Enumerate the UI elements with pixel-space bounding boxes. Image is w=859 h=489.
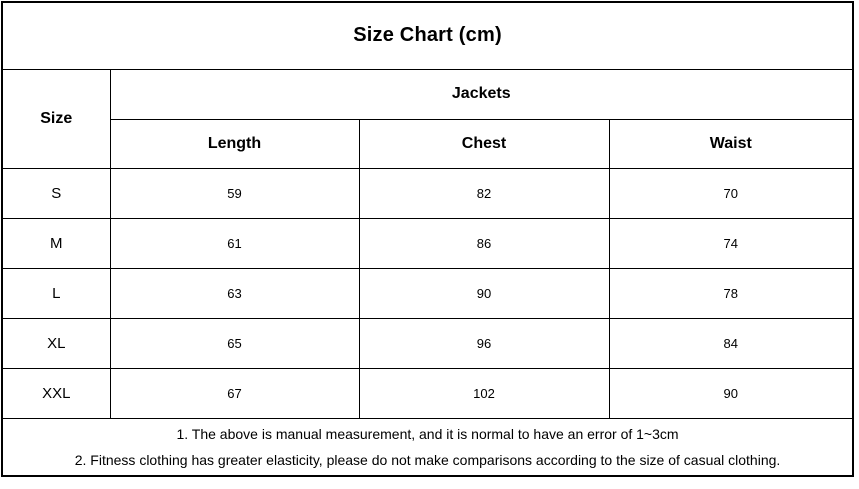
group-header-row	[2, 69, 853, 119]
notes-row	[2, 418, 853, 476]
table-row-l	[2, 268, 853, 318]
length-value: 65	[110, 318, 359, 368]
page-title: Size Chart (cm)	[2, 2, 853, 69]
column-header-size: Size	[2, 69, 110, 168]
column-header-waist: Waist	[609, 119, 853, 168]
size-label: XXL	[2, 368, 110, 418]
waist-value: 74	[609, 218, 853, 268]
table-row-s	[2, 168, 853, 218]
measure-header-row	[2, 119, 853, 168]
size-chart-table	[1, 1, 854, 477]
chest-value: 86	[359, 218, 609, 268]
size-label: S	[2, 168, 110, 218]
waist-value: 90	[609, 368, 853, 418]
table-row-xl	[2, 318, 853, 368]
chest-value: 90	[359, 268, 609, 318]
table-row-m	[2, 218, 853, 268]
title-row	[2, 2, 853, 69]
length-value: 67	[110, 368, 359, 418]
size-label: XL	[2, 318, 110, 368]
column-header-chest: Chest	[359, 119, 609, 168]
chest-value: 102	[359, 368, 609, 418]
note-elasticity: 2. Fitness clothing has greater elasticity, please do not make comparisons according to the size of casual clothing.	[74, 451, 781, 468]
length-value: 63	[110, 268, 359, 318]
table-row-xxl	[2, 368, 853, 418]
group-header-jackets: Jackets	[110, 69, 853, 119]
notes-cell	[2, 418, 853, 476]
waist-value: 84	[609, 318, 853, 368]
chest-value: 82	[359, 168, 609, 218]
size-label: M	[2, 218, 110, 268]
length-value: 59	[110, 168, 359, 218]
column-header-length: Length	[110, 119, 359, 168]
length-value: 61	[110, 218, 359, 268]
chest-value: 96	[359, 318, 609, 368]
waist-value: 78	[609, 268, 853, 318]
note-measurement-error: 1. The above is manual measurement, and it is normal to have an error of 1~3cm	[176, 425, 679, 442]
waist-value: 70	[609, 168, 853, 218]
size-label: L	[2, 268, 110, 318]
